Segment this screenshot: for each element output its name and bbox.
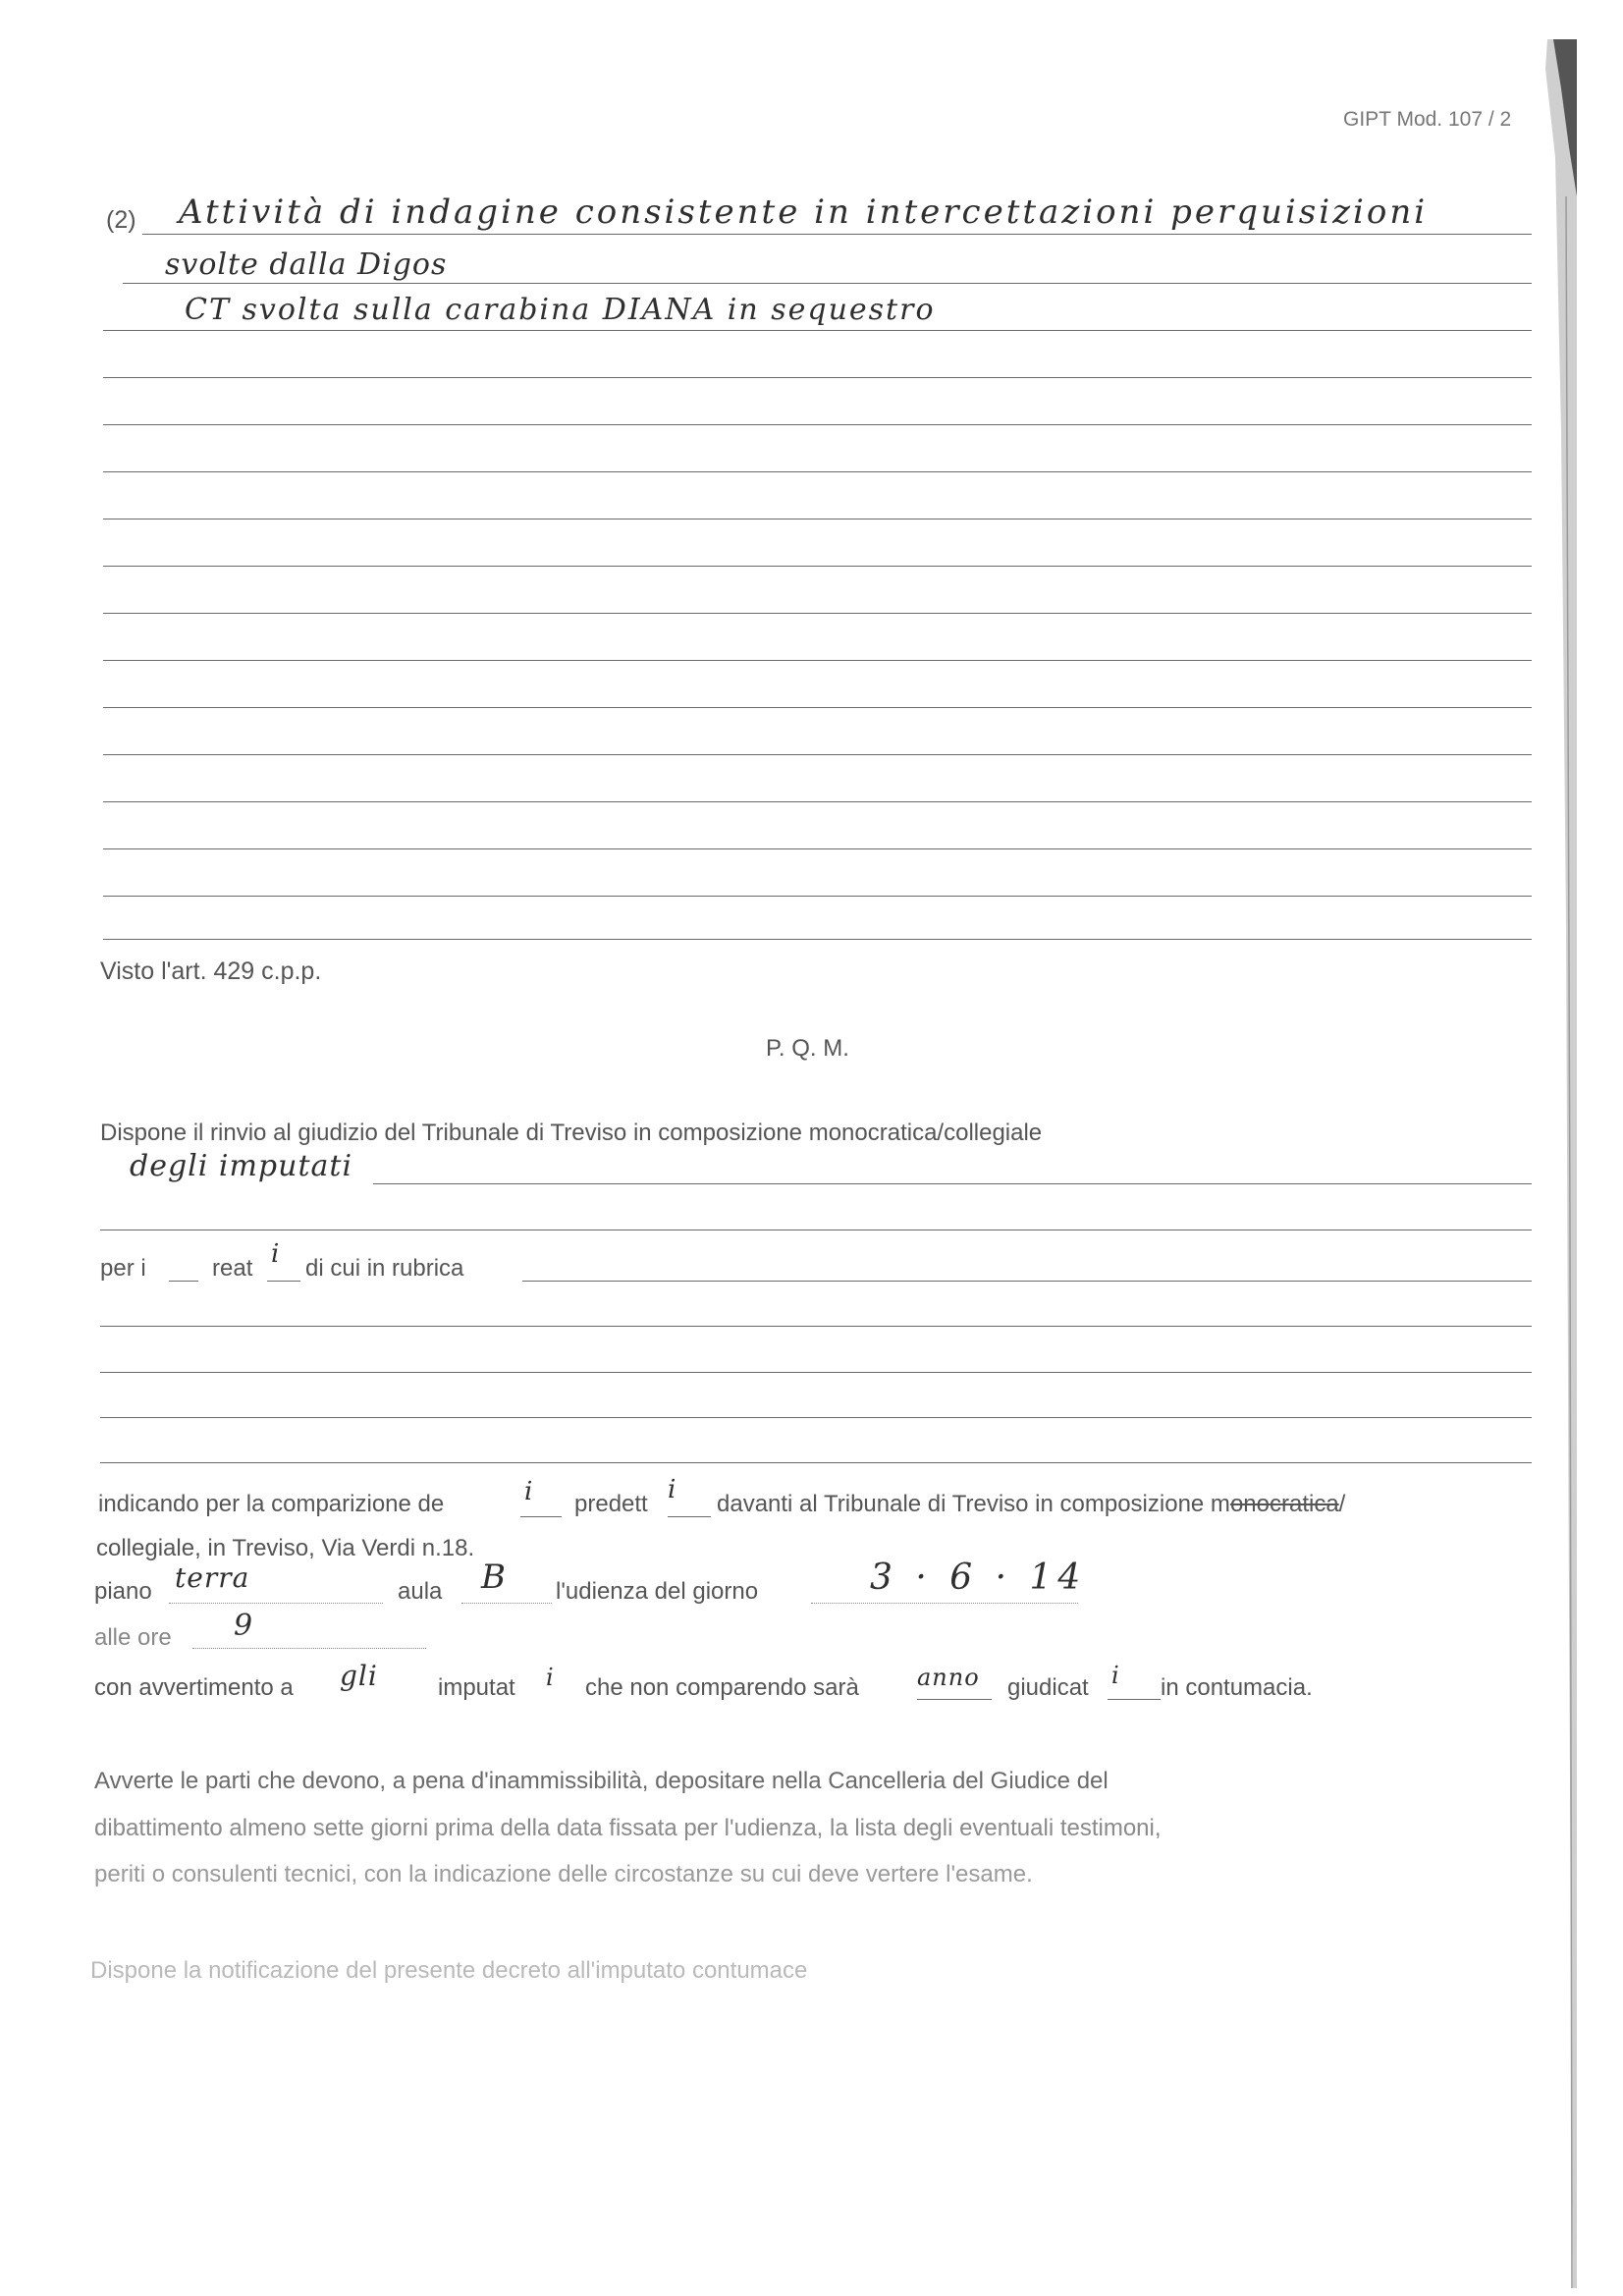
ruled-line	[103, 660, 1532, 661]
handwritten-recipients: degli imputati	[130, 1149, 353, 1183]
ruled-line	[142, 234, 1532, 235]
ruled-line	[522, 1281, 1532, 1282]
piano-label: piano	[94, 1578, 152, 1605]
ruled-line	[103, 471, 1532, 472]
avvertimento-part-5: in contumacia.	[1161, 1674, 1313, 1701]
avverte-line-2: dibattimento almeno sette giorni prima della data fissata per l'udienza, la lista degli eventuali testimoni,	[94, 1815, 1162, 1841]
ruled-line	[100, 1417, 1532, 1418]
handwritten-plural-i-2: i	[524, 1477, 534, 1506]
handwritten-room: B	[481, 1558, 507, 1597]
blank-line	[520, 1516, 562, 1517]
reat-label: reat	[212, 1255, 253, 1282]
note-marker: (2)	[106, 206, 136, 234]
handwritten-date: 3 · 6 · 14	[870, 1558, 1087, 1598]
avverte-line-3: periti o consulenti tecnici, con la indicazione delle circostanze su cui deve vertere l'esame.	[94, 1861, 1033, 1887]
blank-line	[917, 1699, 992, 1700]
avverte-line-1: Avverte le parti che devono, a pena d'inammissibilità, depositare nella Cancelleria del Giudice del	[94, 1768, 1109, 1794]
handwritten-line-3: CT svolta sulla carabina DIANA in sequestro	[185, 293, 936, 327]
ruled-line	[103, 330, 1532, 331]
avvertimento-part-2: imputat	[438, 1674, 515, 1701]
handwritten-plural-i-5: i	[1111, 1662, 1120, 1689]
handwritten-line-2: svolte dalla Digos	[165, 247, 448, 282]
dispone-notifica-text: Dispone la notificazione del presente decreto all'imputato contumace	[90, 1957, 808, 1984]
handwritten-line-1: Attività di indagine consistente in intercettazioni perquisizioni	[179, 192, 1429, 232]
comparizione-part-3	[717, 1491, 1345, 1518]
avvertimento-part-1: con avvertimento a	[94, 1674, 294, 1701]
avvertimento-part-4: giudicat	[1007, 1674, 1089, 1701]
ruled-line	[103, 707, 1532, 708]
comparizione-part-2: predett	[574, 1491, 648, 1517]
ruled-line	[103, 939, 1532, 940]
di-cui-rubrica-text: di cui in rubrica	[305, 1255, 464, 1282]
ruled-line	[123, 283, 1532, 284]
comparizione-line-2: collegiale, in Treviso, Via Verdi n.18.	[96, 1535, 475, 1561]
dispone-rinvio-text: Dispone il rinvio al giudizio del Tribunale di Treviso in composizione monocratica/collegiale	[100, 1120, 1043, 1146]
aula-label: aula	[398, 1578, 443, 1605]
ruled-line	[103, 754, 1532, 755]
blank-line	[169, 1281, 198, 1282]
blank-line	[668, 1516, 711, 1517]
ruled-line	[373, 1183, 1532, 1184]
ruled-line	[103, 848, 1532, 849]
ruled-line	[100, 1326, 1532, 1327]
blank-line	[267, 1281, 300, 1282]
ruled-line	[100, 1372, 1532, 1373]
alle-ore-label: alle ore	[94, 1624, 172, 1651]
handwritten-plural-i-3: i	[668, 1475, 677, 1504]
ruled-line	[103, 801, 1532, 802]
handwritten-agli: gli	[340, 1660, 378, 1692]
ruled-line	[103, 424, 1532, 425]
pqm-heading: P. Q. M.	[766, 1035, 849, 1062]
handwritten-plural-i: i	[271, 1239, 281, 1269]
comparizione-part-1: indicando per la comparizione de	[98, 1491, 445, 1517]
ruled-line	[103, 613, 1532, 614]
blank-line	[811, 1603, 1078, 1604]
handwritten-hour: 9	[234, 1609, 254, 1643]
handwritten-saranno: anno	[917, 1664, 980, 1691]
udienza-label: l'udienza del giorno	[556, 1578, 759, 1605]
per-label: per i	[100, 1255, 146, 1282]
blank-line	[1108, 1699, 1161, 1700]
ruled-line	[103, 377, 1532, 378]
comparizione-slash: /	[1338, 1491, 1346, 1517]
avvertimento-part-3: che non comparendo sarà	[585, 1674, 859, 1701]
ruled-line	[103, 566, 1532, 567]
blank-line	[192, 1648, 426, 1649]
comparizione-part-3-text: davanti al Tribunale di Treviso in composizione m	[717, 1491, 1230, 1517]
ruled-line	[100, 1462, 1532, 1463]
ruled-line	[103, 896, 1532, 897]
visto-text: Visto l'art. 429 c.p.p.	[100, 957, 322, 985]
scan-edge-shadow	[1540, 39, 1577, 2288]
handwritten-plural-i-4: i	[546, 1664, 555, 1691]
struck-monocratica: onocratica	[1229, 1491, 1339, 1517]
blank-line	[169, 1603, 383, 1604]
form-code: GIPT Mod. 107 / 2	[1343, 108, 1512, 131]
blank-line	[461, 1603, 552, 1604]
handwritten-floor: terra	[175, 1561, 250, 1594]
